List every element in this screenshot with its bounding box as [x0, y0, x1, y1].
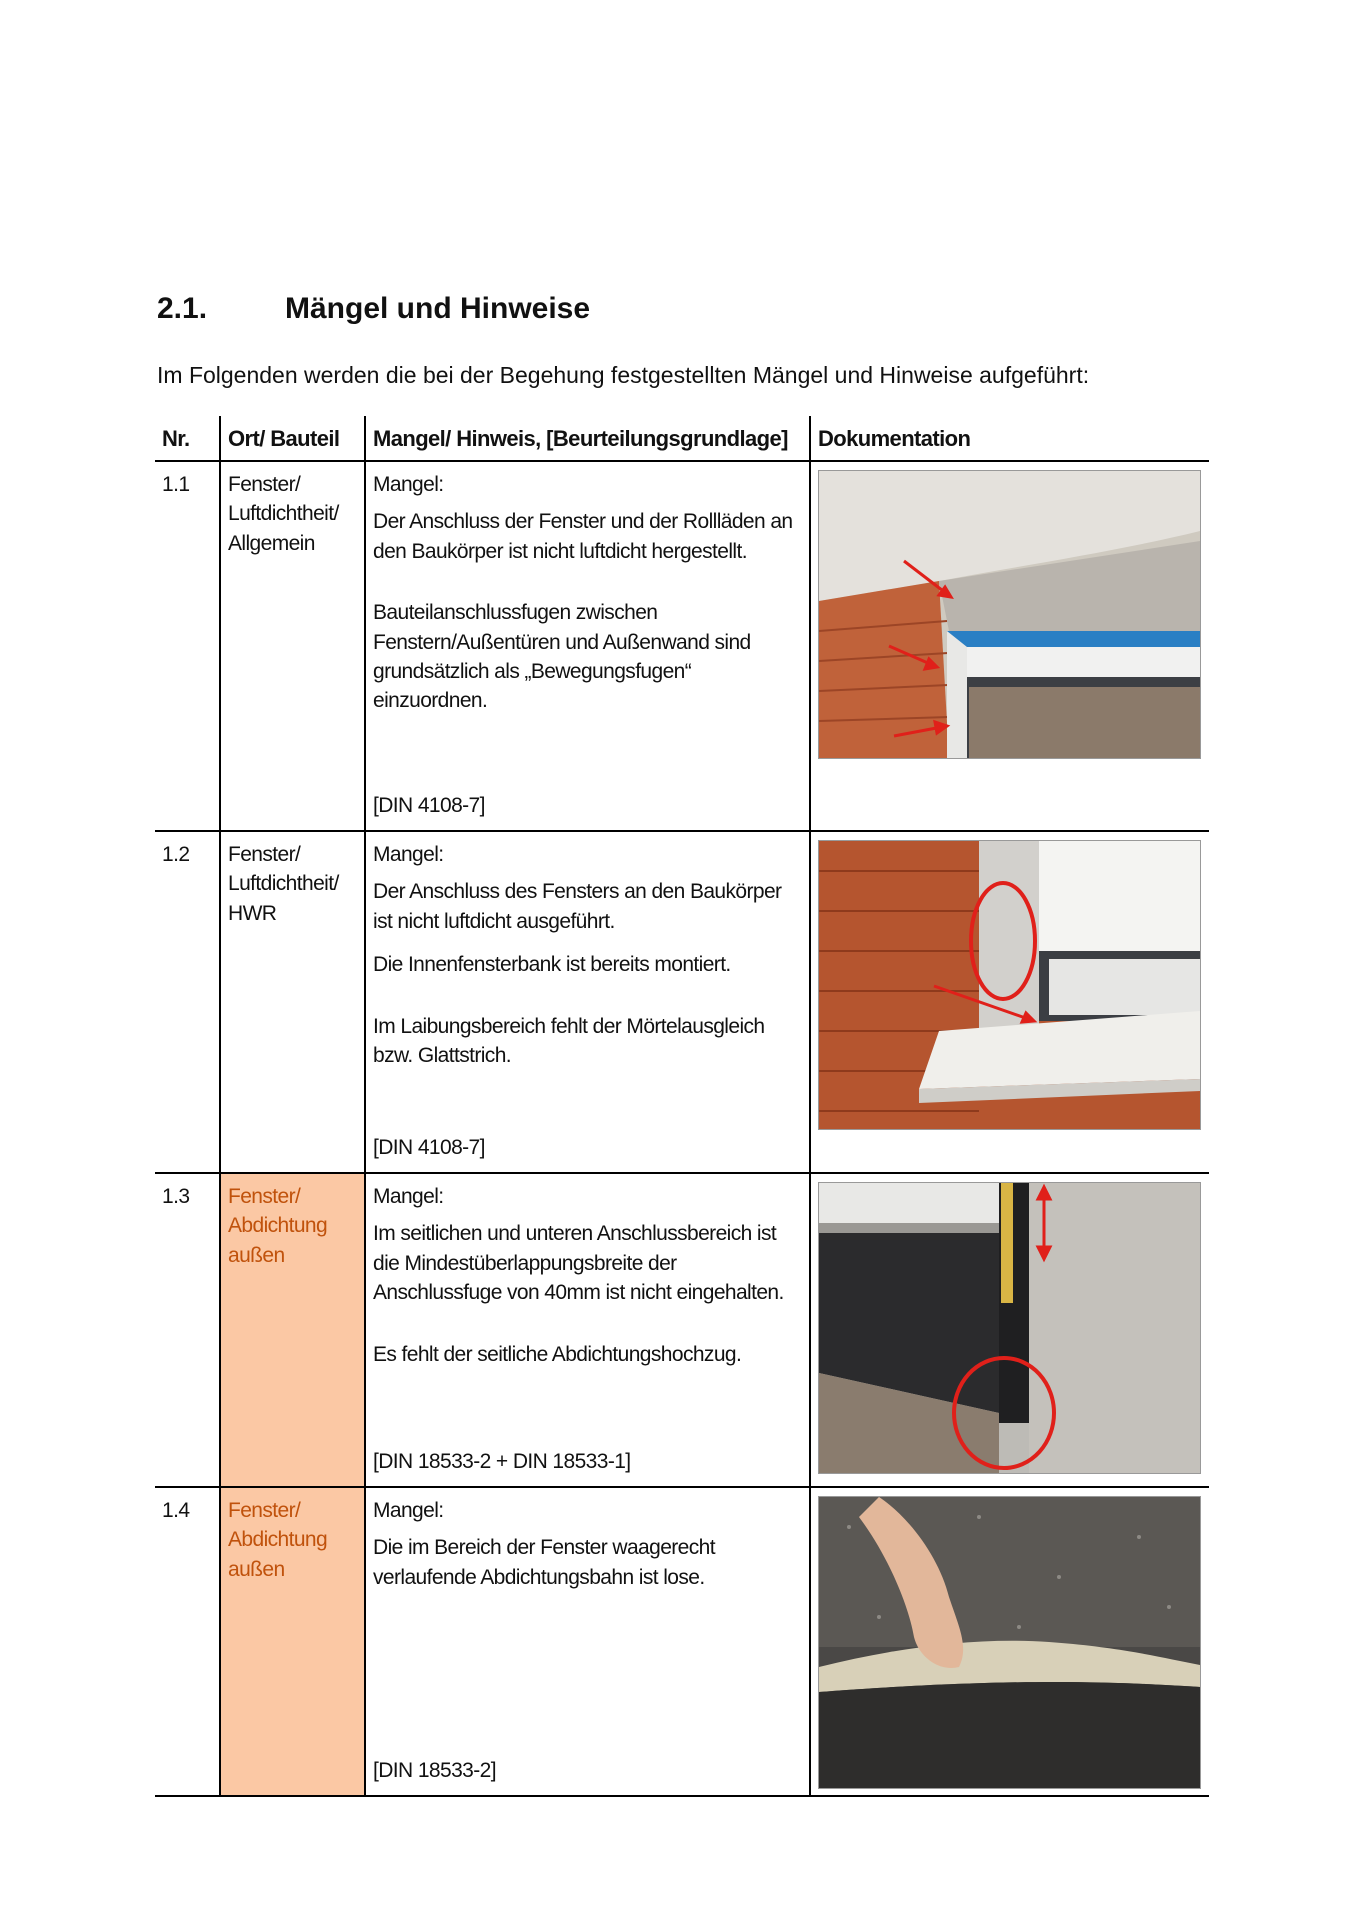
defect-label: Mangel:	[373, 1499, 444, 1522]
row-number: 1.4	[155, 1487, 220, 1796]
section-heading	[157, 292, 590, 326]
photo-loose-membrane	[818, 1496, 1201, 1789]
row-number: 1.1	[155, 461, 220, 831]
photo-sealing-corner	[818, 1182, 1201, 1474]
row-defect	[365, 1173, 810, 1487]
row-defect	[365, 831, 810, 1173]
defect-label: Mangel:	[373, 1185, 444, 1208]
row-defect	[365, 461, 810, 831]
intro-text: Im Folgenden werden die bei der Begehung festgestellten Mängel und Hinweise aufgeführt:	[157, 362, 1090, 388]
defect-text: Der Anschluss der Fenster und der Rollläden an den Baukörper ist nicht luftdicht hergestellt.	[373, 510, 793, 563]
defect-reference: [DIN 4108-7]	[373, 1135, 485, 1159]
defect-text: Bauteilanschlussfugen zwischen Fenstern/Außentüren und Außenwand sind grundsätzlich als „Bewegungsfugen“ einzuordnen.	[373, 601, 751, 713]
row-number: 1.3	[155, 1173, 220, 1487]
header-location: Ort/ Bauteil	[220, 416, 365, 461]
header-defect: Mangel/ Hinweis, [Beurteilungsgrundlage]	[365, 416, 810, 461]
row-location: Fenster/ Luftdichtheit/ HWR	[220, 831, 365, 1173]
table-header-row	[155, 416, 1209, 461]
defect-label: Mangel:	[373, 843, 444, 866]
row-documentation	[810, 1173, 1209, 1487]
findings-table	[155, 416, 1209, 1797]
row-location: Fenster/ Abdichtung außen	[220, 1487, 365, 1796]
defect-text: Der Anschluss des Fensters an den Baukörper ist nicht luftdicht ausgeführt.	[373, 880, 782, 933]
section-title: Mängel und Hinweise	[285, 292, 591, 325]
defect-text: Es fehlt der seitliche Abdichtungshochzug.	[373, 1342, 742, 1366]
photo-window-reveal	[818, 840, 1201, 1130]
table-row	[155, 1487, 1209, 1796]
defect-label: Mangel:	[373, 473, 444, 496]
defect-text: Im Laibungsbereich fehlt der Mörtelausgleich bzw. Glattstrich.	[373, 1014, 765, 1067]
row-number: 1.2	[155, 831, 220, 1173]
defect-text: Die Innenfensterbank ist bereits montiert.	[373, 953, 731, 977]
row-documentation	[810, 461, 1209, 831]
table-row	[155, 831, 1209, 1173]
row-location: Fenster/ Luftdichtheit/ Allgemein	[220, 461, 365, 831]
row-location: Fenster/ Abdichtung außen	[220, 1173, 365, 1487]
defect-reference: [DIN 18533-2 + DIN 18533-1]	[373, 1449, 631, 1473]
table-row	[155, 461, 1209, 831]
row-documentation	[810, 831, 1209, 1173]
header-nr: Nr.	[155, 416, 220, 461]
section-number: 2.1.	[157, 292, 208, 325]
header-documentation: Dokumentation	[810, 416, 1209, 461]
defect-text: Die im Bereich der Fenster waagerecht verlaufende Abdichtungsbahn ist lose.	[373, 1536, 715, 1589]
defect-reference: [DIN 18533-2]	[373, 1758, 496, 1782]
defect-text: Im seitlichen und unteren Anschlussbereich ist die Mindestüberlappungsbreite der Anschlussfuge von 40mm ist nicht eingehalten.	[373, 1222, 784, 1305]
table-row	[155, 1173, 1209, 1487]
row-defect	[365, 1487, 810, 1796]
defect-reference: [DIN 4108-7]	[373, 793, 485, 817]
row-documentation	[810, 1487, 1209, 1796]
photo-window-lintel	[818, 470, 1201, 759]
